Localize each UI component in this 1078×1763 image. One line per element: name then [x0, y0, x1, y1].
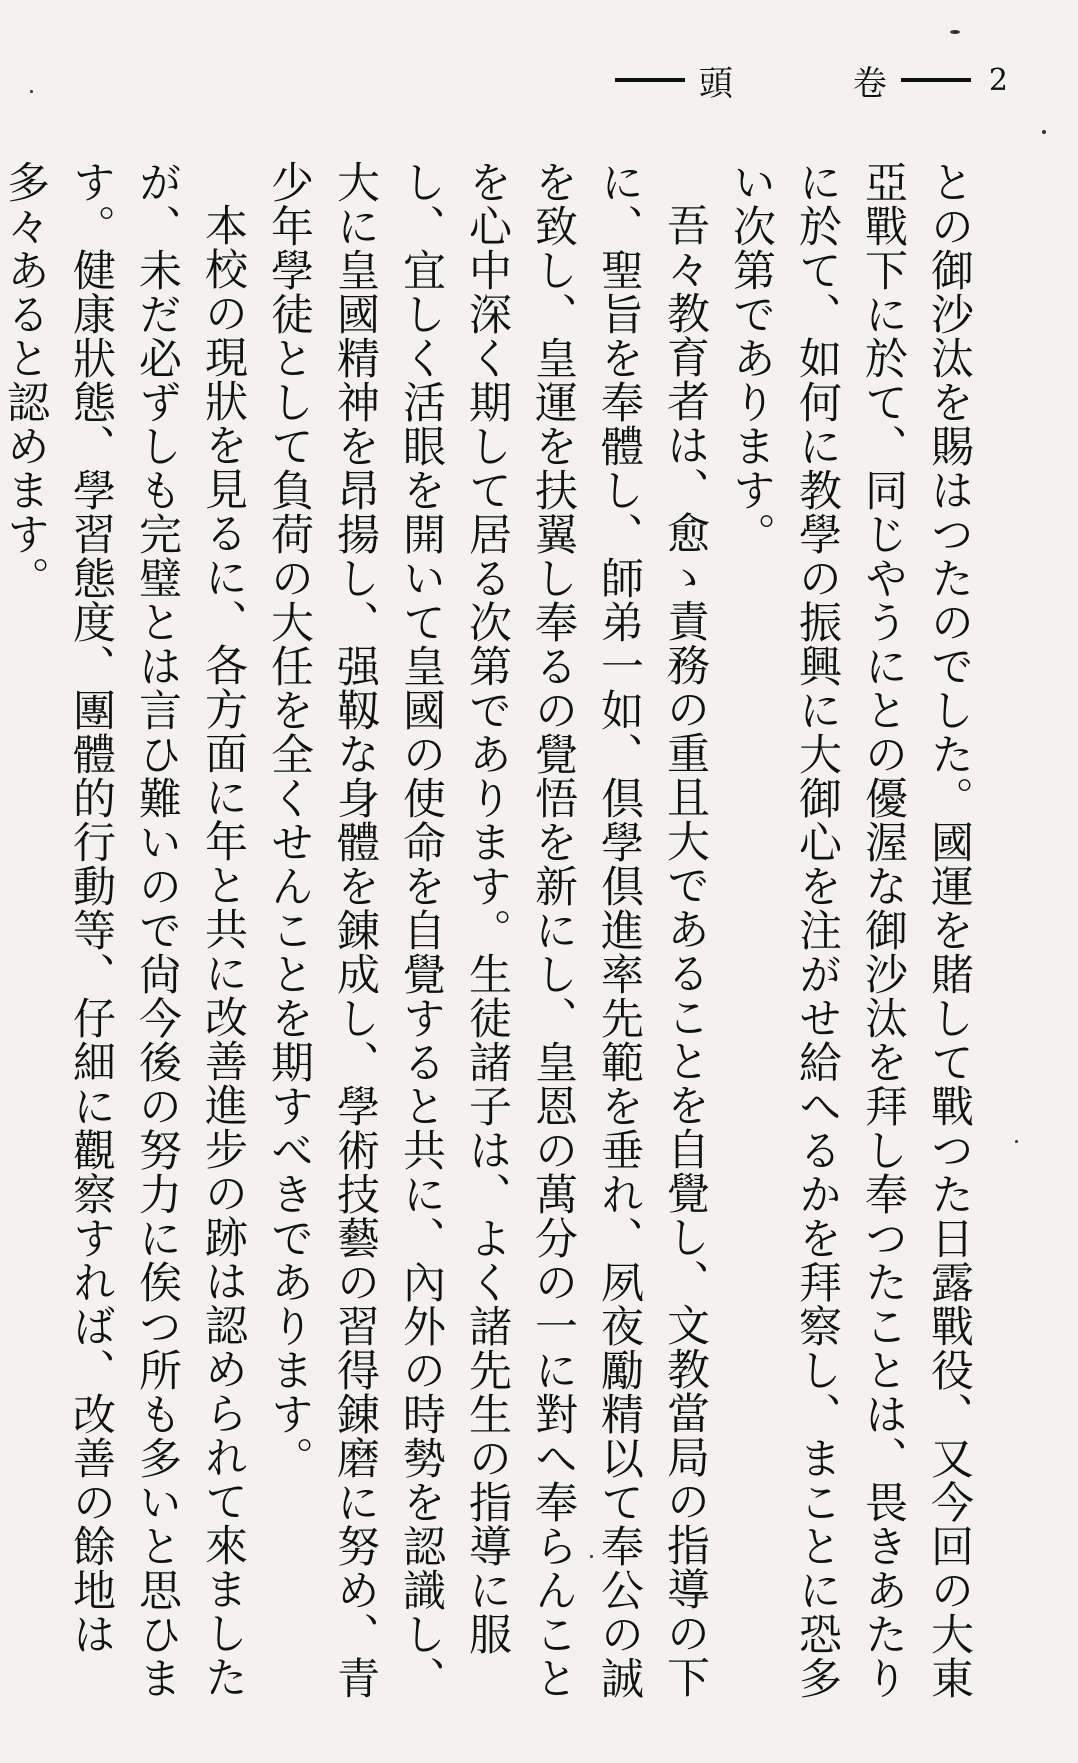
header-title-left: 頭 [698, 63, 733, 104]
header-rule-right [901, 78, 971, 82]
paragraph-1: との御沙汰を賜はつたのでした。國運を賭して戰つた日露戰役、又今回の大東亞戰下に於て、同じやうにとの優渥な御沙汰を拜し奉つたことは、畏きあたりに於て、如何に教學の振興に大御心を注がせ給へるかを拜察し、まことに恐多い次第であります。 [726, 160, 974, 1700]
paragraph-3: 本校の現狀を見るに、各方面に年と共に改善進步の跡は認められて來ましたが、未だ必ずしも完璧とは言ひ難いので尙今後の努力に俟つ所も多いと思ひます。健康狀態、學習態度、團體的行動等、仔細に觀察すれば、改善の餘地は多々あると認めます。 [0, 160, 248, 1700]
scan-speck [590, 1555, 593, 1558]
scan-speck [30, 90, 33, 93]
header-title-right: 卷 [852, 63, 887, 104]
paragraph-2: 吾々教育者は、愈ゝ責務の重且大であることを自覺し、文教當局の指導の下に、聖旨を奉體し、師弟一如、倶學倶進率先範を垂れ、夙夜勵精以て奉公の誠を致し、皇運を扶翼し奉るの覺悟を新にし、皇恩の萬分の一に對へ奉らんことを心中深く期して居る次第であります。生徒諸子は、よく諸先生の指導に服し、宜しく活眼を開いて皇國の使命を自覺すると共に、內外の時勢を認識し、大に皇國精神を昂揚し、强靱な身體を錬成し、學術技藝の習得錬磨に努め、青少年學徒として負荷の大任を全くせんことを期すべきであります。 [264, 160, 710, 1700]
scan-speck [1042, 130, 1046, 134]
scan-speck [1015, 1140, 1018, 1143]
page-number: 2 [988, 62, 1008, 98]
running-header [601, 58, 1008, 102]
header-rule-left [615, 78, 685, 82]
vertical-body-text [0, 160, 982, 1720]
scan-speck [950, 30, 960, 34]
